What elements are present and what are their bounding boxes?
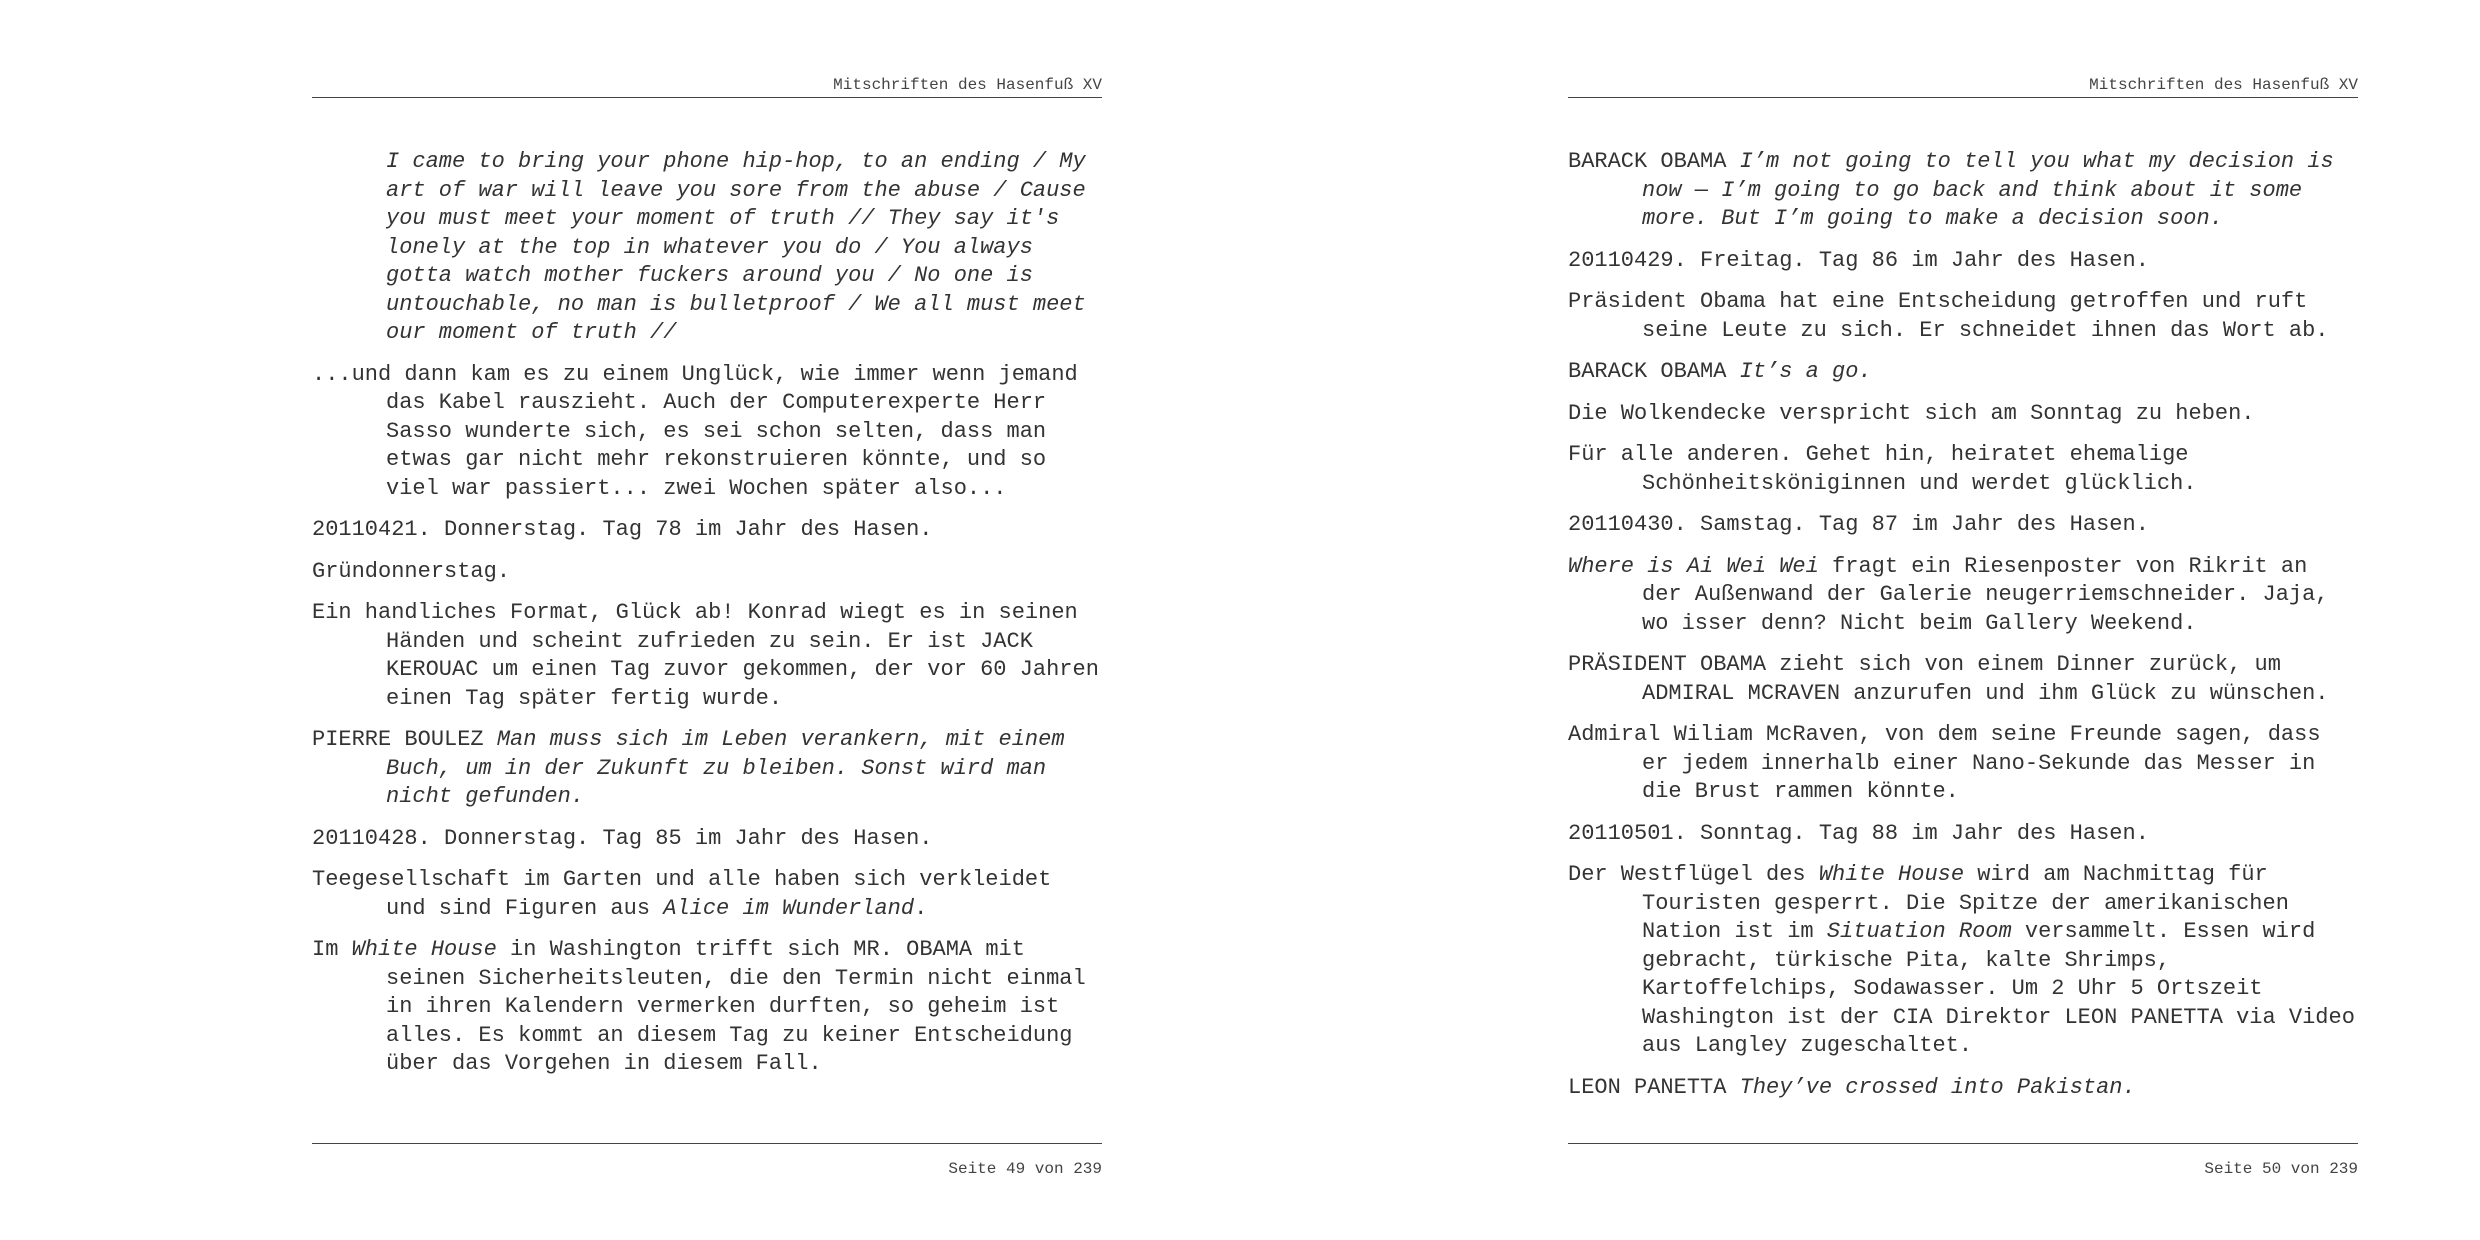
- text: 20110429. Freitag. Tag 86 im Jahr des Hasen.: [1568, 247, 2149, 273]
- text-paragraph: [312, 361, 1102, 504]
- text-paragraph: [312, 936, 1102, 1079]
- text: fragt ein Riesenposter von Rikrit an der Außenwand der Galerie neugerriemschneider. Jaja, wo isser denn? Nicht beim Gallery Weekend.: [1642, 553, 2329, 636]
- text: Gründonnerstag.: [312, 558, 511, 584]
- text: ...und dann kam es zu einem Unglück, wie immer wenn jemand das Kabel rauszieht. Auch der Computerexperte Herr Sasso wunderte sich, es sei schon selten, dass man etwas gar nicht mehr rekonstruieren könnte, und so viel war passiert... zwei Wochen später also...: [312, 361, 1078, 501]
- text-paragraph: [312, 516, 1102, 545]
- italic-text: It’s a go.: [1739, 359, 1872, 384]
- text-paragraph: [312, 726, 1102, 812]
- text-paragraph: [1568, 247, 2358, 276]
- text-paragraph: [1568, 288, 2358, 345]
- text: Für alle anderen. Gehet hin, heiratet ehemalige Schönheitsköniginnen und werdet glücklich.: [1568, 442, 2197, 496]
- text-paragraph: [1568, 820, 2358, 849]
- text-paragraph: [312, 825, 1102, 854]
- text: 20110430. Samstag. Tag 87 im Jahr des Hasen.: [1568, 512, 2149, 537]
- text: Der Westflügel des: [1568, 862, 1819, 887]
- page-number-footer: Seite 50 von 239: [1568, 1143, 2358, 1182]
- text: Präsident Obama hat eine Entscheidung getroffen und ruft seine Leute zu sich. Er schneidet ihnen das Wort ab.: [1568, 289, 2329, 343]
- text: BARACK OBAMA: [1568, 359, 1740, 384]
- text-paragraph: [312, 866, 1102, 923]
- italic-text: I’m not going to tell you what my decision is now — I’m going to go back and think about it some more. But I’m going to make a decision soon.: [1642, 149, 2334, 231]
- italic-text: I came to bring your phone hip-hop, to an ending / My art of war will leave you sore from the abuse / Cause you must meet your moment of truth // They say it's lonely at the top in whatever you do / You always gotta watch mother fuckers around you / No one is untouchable, no man is bulletproof / We all must meet our moment of truth //: [386, 149, 1086, 345]
- page-body: [312, 148, 1102, 1092]
- text: wird am Nachmittag für Touristen gesperrt. Die Spitze der amerikanischen Nation ist im: [1642, 862, 2289, 944]
- text-paragraph: [1568, 1074, 2358, 1103]
- italic-text: White House: [351, 937, 497, 962]
- text: Die Wolkendecke verspricht sich am Sonntag zu heben.: [1568, 400, 2255, 426]
- text-paragraph: [1568, 148, 2358, 234]
- text-paragraph: [1568, 441, 2358, 498]
- text: .: [914, 895, 928, 921]
- text-paragraph: [1568, 861, 2358, 1061]
- text: 20110501. Sonntag. Tag 88 im Jahr des Hasen.: [1568, 820, 2149, 846]
- text: Im: [312, 937, 352, 962]
- text-paragraph: [1568, 511, 2358, 540]
- text: PIERRE BOULEZ: [312, 727, 497, 752]
- text: PRÄSIDENT OBAMA zieht sich von einem Dinner zurück, um ADMIRAL MCRAVEN anzurufen und ihm Glück zu wünschen.: [1568, 652, 2329, 706]
- text-paragraph: [1568, 721, 2358, 807]
- text-paragraph: [312, 558, 1102, 587]
- text: in Washington trifft sich MR. OBAMA mit seinen Sicherheitsleuten, die den Termin nicht einmal in ihren Kalendern vermerken durften, so geheim ist alles. Es kommt an diesem Tag zu keiner Entscheidung über das Vorgehen in diesem Fall.: [386, 937, 1086, 1076]
- running-header: Mitschriften des Hasenfuß XV: [312, 72, 1102, 98]
- text: versammelt. Essen wird gebracht, türkische Pita, kalte Shrimps, Kartoffelchips, Sodawasser. Um 2 Uhr 5 Ortszeit Washington ist der CIA Direktor LEON PANETTA via Video aus Langley zugeschaltet.: [1642, 919, 2355, 1058]
- text-paragraph: [1568, 553, 2358, 639]
- italic-text: Alice im Wunderland: [663, 895, 915, 921]
- text: BARACK OBAMA: [1568, 149, 1740, 174]
- quote-paragraph: [312, 148, 1102, 348]
- text: Teegesellschaft im Garten und alle haben sich verkleidet und sind Figuren aus: [312, 867, 1052, 921]
- page-body: [1568, 148, 2358, 1115]
- text-paragraph: [1568, 651, 2358, 708]
- running-header: Mitschriften des Hasenfuß XV: [1568, 72, 2358, 98]
- text: Admiral Wiliam McRaven, von dem seine Freunde sagen, dass er jedem innerhalb einer Nano-Sekunde das Messer in die Brust rammen könnte.: [1568, 722, 2321, 804]
- text: Ein handliches Format, Glück ab! Konrad wiegt es in seinen Händen und scheint zufrieden zu sein. Er ist JACK KEROUAC um einen Tag zuvor gekommen, der vor 60 Jahren einen Tag später fertig wurde.: [312, 600, 1099, 711]
- italic-text: Where is Ai Wei Wei: [1568, 553, 1819, 579]
- left-page: [312, 0, 1102, 1240]
- text: 20110421. Donnerstag. Tag 78 im Jahr des Hasen.: [312, 517, 933, 542]
- text-paragraph: [1568, 358, 2358, 387]
- italic-text: Situation Room: [1826, 919, 2012, 944]
- page-number-footer: Seite 49 von 239: [312, 1143, 1102, 1182]
- text-paragraph: [312, 599, 1102, 713]
- text: 20110428. Donnerstag. Tag 85 im Jahr des Hasen.: [312, 825, 933, 851]
- italic-text: They’ve crossed into Pakistan.: [1739, 1074, 2136, 1100]
- text-paragraph: [1568, 400, 2358, 429]
- italic-text: Man muss sich im Leben verankern, mit einem Buch, um in der Zukunft zu bleiben. Sonst wird man nicht gefunden.: [386, 727, 1065, 809]
- right-page: [1568, 0, 2358, 1240]
- text: LEON PANETTA: [1568, 1074, 1740, 1100]
- italic-text: White House: [1818, 862, 1965, 887]
